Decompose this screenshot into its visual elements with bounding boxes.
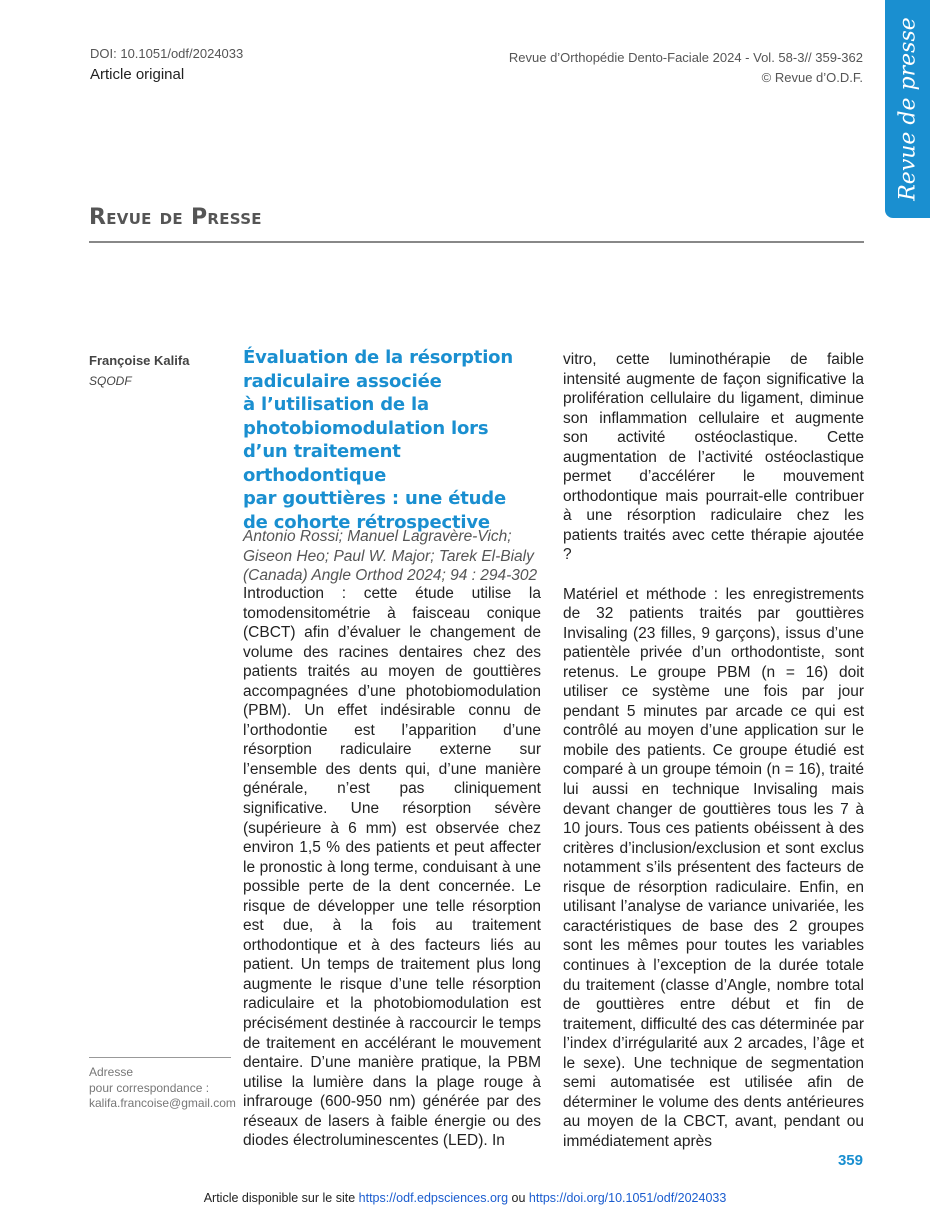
title-line: à l’utilisation de la <box>243 394 429 415</box>
author-name: Françoise Kalifa <box>89 353 190 368</box>
article-title <box>243 346 533 534</box>
correspondence-block <box>89 1065 236 1112</box>
title-line: d’un traitement orthodontique <box>243 441 401 486</box>
title-line: par gouttières : une étude <box>243 488 506 509</box>
body-column-left <box>243 584 541 1151</box>
title-line: de cohorte rétrospective <box>243 511 490 533</box>
section-divider <box>89 241 864 243</box>
doi-text: DOI: 10.1051/odf/2024033 <box>90 46 244 61</box>
footer-site-link[interactable]: https://odf.edpsciences.org <box>358 1191 509 1205</box>
correspondence-label: Adresse <box>89 1065 134 1079</box>
correspondence-divider <box>89 1057 231 1058</box>
footer-middle: ou <box>511 1191 526 1205</box>
correspondence-email[interactable]: kalifa.francoise@gmail.com <box>89 1096 236 1110</box>
title-line: photobiomodulation lors <box>243 417 489 439</box>
side-tab-label: Revue de presse <box>895 17 920 201</box>
page-number: 359 <box>837 1152 863 1169</box>
correspondence-label-2: pour correspondance : <box>89 1080 210 1095</box>
section-title: Revue de Presse <box>89 205 262 230</box>
body-column-right <box>563 350 864 1151</box>
source-reference <box>243 527 543 586</box>
paragraph-introduction: Introduction : cette étude utilise la tomodensitométrie à faisceau conique (CBCT) afin d’évaluer le changement de volume des racines dentaires chez des patients traités au moyen de gouttières accompagnées d’une photobiomodulation (PBM). Un effet indésirable connu de l’orthodontie est l’apparition d’une résorption radiculaire externe sur l’ensemble des dents qui, d’une manière générale, n’est pas cliniquement significative. Une résorption sévère (supérieure à 6 mm) est observée chez environ 1,5 % des patients et peut affecter le pronostic à long terme, conduisant à une possible perte de la dent concernée. Le risque de développer une telle résorption est due, à la fois au traitement orthodontique et à des facteurs liés au patient. Un temps de traitement plus long augmente le risque d’une telle résorption radiculaire et la photobiomodulation est précisément destinée à raccourcir le temps de traitement en accélérant le mouvement dentaire. D’une manière pratique, la PBM utilise la lumière dans la plage rouge à infrarouge (600-950 nm) générée par des réseaux de lasers à faible énergie ou des diodes électroluminescentes (LED). In <box>243 585 541 1150</box>
title-line: Évaluation de la résorption <box>243 347 513 368</box>
footer-doi-link[interactable]: https://doi.org/10.1051/odf/2024033 <box>528 1191 727 1205</box>
reference-line: Antonio Rossi; Manuel Lagravère-Vich; <box>243 528 512 545</box>
reference-line: (Canada) Angle Orthod 2024; 94 : 294-302 <box>243 567 538 584</box>
author-affiliation: SQODF <box>89 374 132 388</box>
journal-info <box>509 48 863 88</box>
paragraph-continuation: vitro, cette luminothérapie de faible intensité augmente de façon significative la prolifération cellulaire du ligament, diminue son inflammation cellulaire et augmente son activité ostéoclastique. Cette augmentation de l’activité ostéoclastique permet d’accélérer le mouvement orthodontique mais pourrait-elle contribuer à une résorption radiculaire chez les patients traités avec cette thérapie ajoutée ? <box>563 351 864 564</box>
reference-line: Giseon Heo; Paul W. Major; Tarek El-Bialy <box>243 547 534 565</box>
title-line: radiculaire associée <box>243 370 442 392</box>
journal-line: Revue d’Orthopédie Dento-Faciale 2024 - Vol. 58-3// 359-362 <box>508 50 863 65</box>
side-tab <box>885 0 930 218</box>
footer-prefix: Article disponible sur le site <box>203 1191 356 1205</box>
paragraph-methods: Matériel et méthode : les enregistrements de 32 patients traités par gouttières Invisaling (23 filles, 9 garçons), issus d’une patientèle privée d’un orthodontiste, sont retenus. Le groupe PBM (n = 16) doit utiliser ce système une fois par jour pendant 5 minutes par arcade ce qui est contrôlé au moyen d’une application sur le mobile des patients. Ce groupe étudié est comparé à un groupe témoin (n = 16), traité lui aussi en technique Invisaling mais devant changer de gouttières tous les 7 à 10 jours. Tous ces patients obéissent à des critères d’inclusion/exclusion et sont exclus notamment s’ils présentent des facteurs de risque de résorption radiculaire. Enfin, en utilisant l’analyse de variance univariée, les caractéristiques de base des 2 groupes sont les mêmes pour toutes les variables continues à l’exception de la durée totale du traitement (classe d’Angle, nombre total de gouttières entre début et fin de traitement, difficulté des cas déterminée par l’index d’irrégularité aux 2 arcades, l’âge et le sexe). Une technique de segmentation semi automatisée est utilisée afin de déterminer le volume des dents antérieures au moyen de la CBCT, avant, pendant ou immédiatement après <box>563 585 864 1150</box>
copyright: © Revue d’O.D.F. <box>761 70 863 85</box>
footer <box>0 1191 930 1205</box>
article-type: Article original <box>90 66 185 83</box>
